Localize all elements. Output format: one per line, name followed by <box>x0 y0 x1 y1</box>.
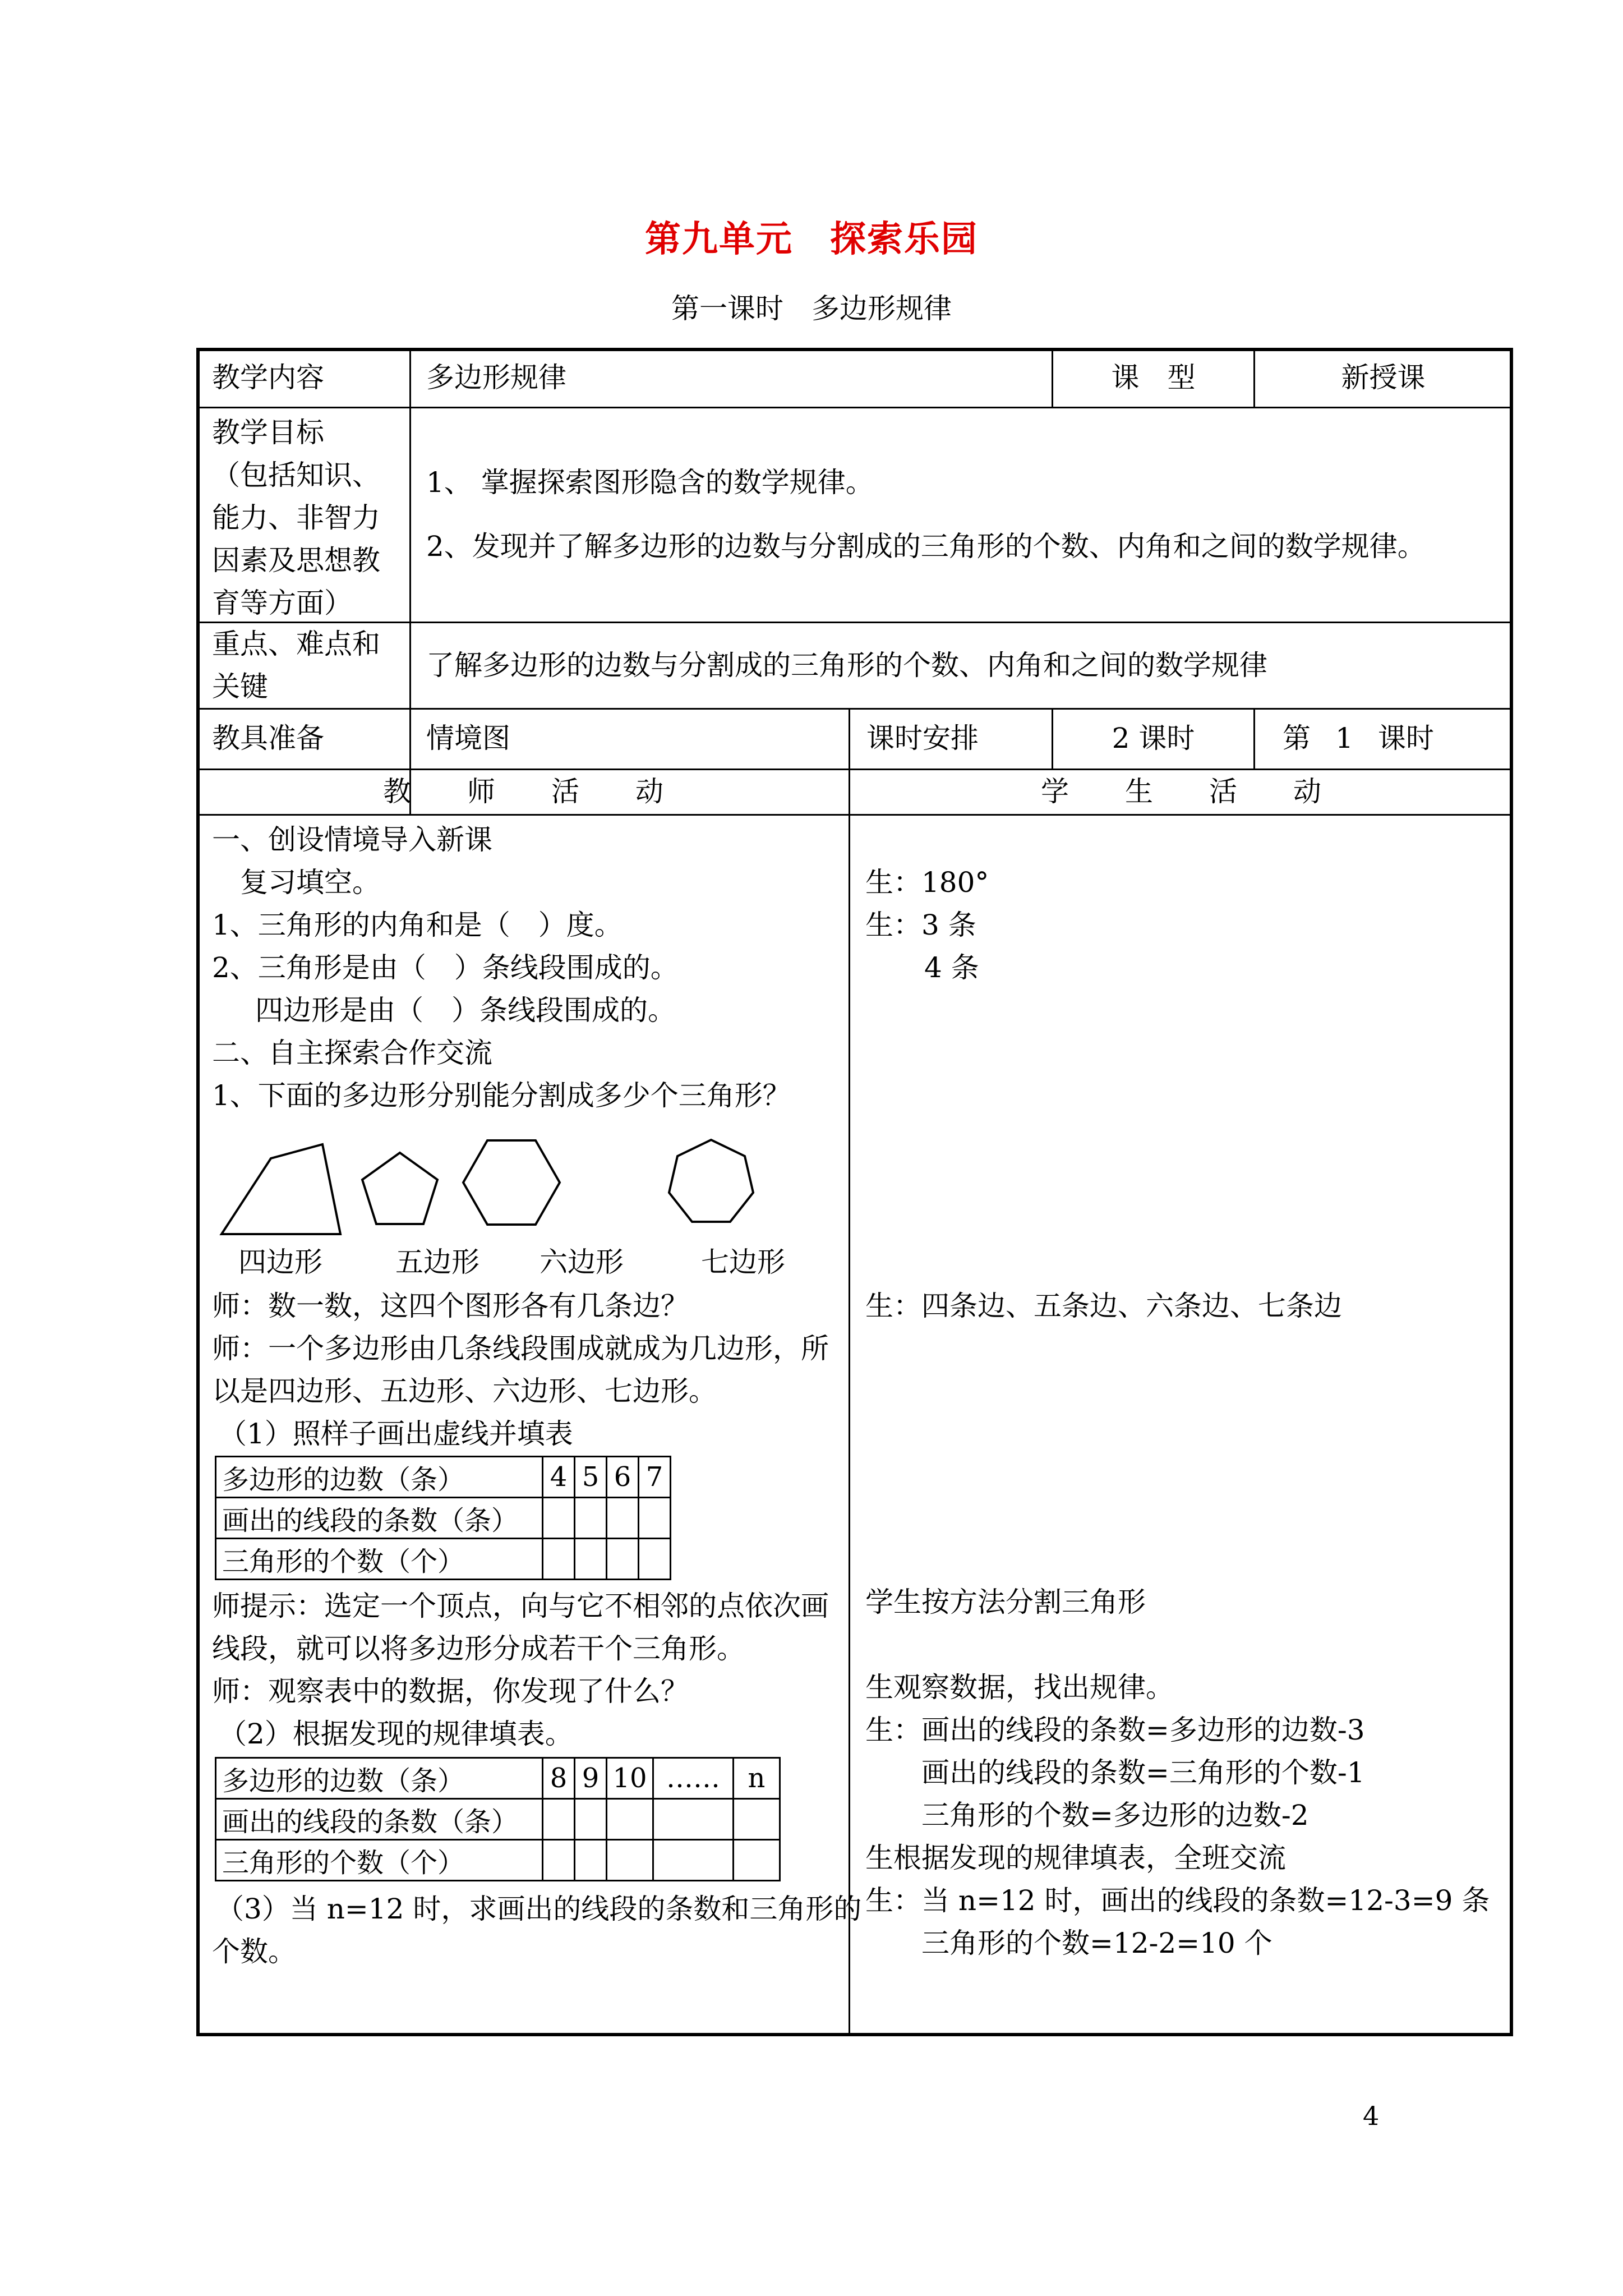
question-3: 四边形是由（ ）条线段围成的。 <box>255 994 676 1027</box>
student-answer-10: 生根据发现的规律填表，全班交流 <box>865 1842 1286 1874</box>
section-1-heading: 一、创设情境导入新课 <box>212 823 492 856</box>
shape-label-pentagon: 五边形 <box>395 1246 479 1278</box>
student-activity-header: 学 生 活 动 <box>1041 775 1321 808</box>
student-answer-4: 生：四条边、五条边、六条边、七条边 <box>865 1290 1342 1322</box>
objective-item-2: 2、发现并了解多边形的边数与分割成的三角形的个数、内角和之间的数学规律。 <box>426 530 1426 563</box>
col-divider <box>409 348 411 814</box>
question-2: 2、三角形是由（ ）条线段围成的。 <box>212 951 679 984</box>
col-divider <box>849 708 850 2036</box>
type-label: 课 型 <box>1111 361 1196 394</box>
table-row: 三角形的个数（个） <box>216 1840 780 1881</box>
student-answer-7: 生：画出的线段的条数=多边形的边数-3 <box>865 1714 1365 1746</box>
lesson-subtitle: 第一课时 多边形规律 <box>671 292 952 325</box>
student-answer-1: 生：180° <box>865 866 989 899</box>
row-divider <box>196 622 1513 623</box>
shape-label-heptagon: 七边形 <box>701 1246 785 1278</box>
review-text: 复习填空。 <box>240 866 380 899</box>
prep-label: 教具准备 <box>212 722 324 754</box>
keypoints-label: 重点、难点和 关键 <box>212 628 380 703</box>
teacher-explain-line-1: 师：一个多边形由几条线段围成就成为几边形，所 <box>212 1332 829 1365</box>
polygon-figures <box>216 1122 838 1251</box>
row-divider <box>196 708 1513 710</box>
schedule-label: 课时安排 <box>866 722 979 754</box>
step-3-line-2: 个数。 <box>212 1935 296 1968</box>
question-1: 1、三角形的内角和是（ ）度。 <box>212 909 623 941</box>
table-2 <box>215 1757 781 1881</box>
student-answer-12: 三角形的个数=12-2=10 个 <box>921 1927 1272 1959</box>
shape-label-hexagon: 六边形 <box>540 1246 624 1278</box>
table-1 <box>215 1456 671 1580</box>
student-answer-3: 4 条 <box>924 951 979 984</box>
content-value: 多边形规律 <box>426 361 566 394</box>
objective-item-1: 1、 掌握探索图形隐含的数学规律。 <box>426 466 874 499</box>
table-row: 三角形的个数（个） <box>216 1539 671 1580</box>
page-title: 第九单元 探索乐园 <box>645 218 978 260</box>
student-answer-2: 生：3 条 <box>865 909 976 941</box>
section-2-heading: 二、自主探索合作交流 <box>212 1037 492 1069</box>
student-answer-8: 画出的线段的条数=三角形的个数-1 <box>921 1756 1365 1789</box>
col-divider <box>1253 708 1255 769</box>
lesson-number: 第 1 课时 <box>1283 722 1434 754</box>
heptagon-shape <box>669 1140 753 1222</box>
shape-label-quadrilateral: 四边形 <box>238 1246 322 1278</box>
table-row: 画出的线段的条数（条） <box>216 1498 671 1539</box>
teacher-hint-line-1: 师提示：选定一个顶点，向与它不相邻的点依次画 <box>212 1590 829 1622</box>
hexagon-shape <box>463 1140 560 1225</box>
schedule-value: 2 课时 <box>1112 722 1195 754</box>
teacher-activity-header: 教 师 活 动 <box>383 775 663 808</box>
row-divider <box>196 814 1513 816</box>
type-value: 新授课 <box>1341 361 1426 394</box>
table-row: 画出的线段的条数（条） <box>216 1799 780 1840</box>
prep-value: 情境图 <box>426 722 510 754</box>
student-answer-11: 生：当 n=12 时，画出的线段的条数=12-3=9 条 <box>865 1884 1490 1917</box>
row-divider <box>196 407 1513 408</box>
table-row: 多边形的边数（条） 8 9 10 …… n <box>216 1758 780 1799</box>
student-answer-6: 生观察数据，找出规律。 <box>865 1671 1174 1704</box>
step-3-line-1: （3）当 n=12 时，求画出的线段的条数和三角形的 <box>216 1893 862 1925</box>
page-number: 4 <box>1363 2101 1380 2131</box>
teacher-explain-line-2: 以是四边形、五边形、六边形、七边形。 <box>212 1375 717 1407</box>
student-answer-9: 三角形的个数=多边形的边数-2 <box>921 1799 1309 1832</box>
teacher-count-prompt: 师：数一数，这四个图形各有几条边？ <box>212 1290 689 1322</box>
keypoints-value: 了解多边形的边数与分割成的三角形的个数、内角和之间的数学规律 <box>426 649 1267 682</box>
pentagon-shape <box>362 1153 437 1224</box>
content-label: 教学内容 <box>212 361 324 394</box>
student-answer-5: 学生按方法分割三角形 <box>865 1586 1146 1618</box>
teacher-hint-line-2: 线段，就可以将多边形分成若干个三角形。 <box>212 1632 745 1665</box>
teacher-observe: 师：观察表中的数据，你发现了什么？ <box>212 1675 689 1708</box>
step-1: （1）照样子画出虚线并填表 <box>219 1418 573 1450</box>
objectives-label: 教学目标 （包括知识、 能力、非智力 因素及思想教 育等方面） <box>212 416 380 619</box>
quadrilateral-shape <box>222 1144 340 1234</box>
task-1: 1、下面的多边形分别能分割成多少个三角形？ <box>212 1079 791 1112</box>
table-row: 多边形的边数（条） 4 5 6 7 <box>216 1457 671 1498</box>
step-2: （2）根据发现的规律填表。 <box>219 1718 573 1750</box>
